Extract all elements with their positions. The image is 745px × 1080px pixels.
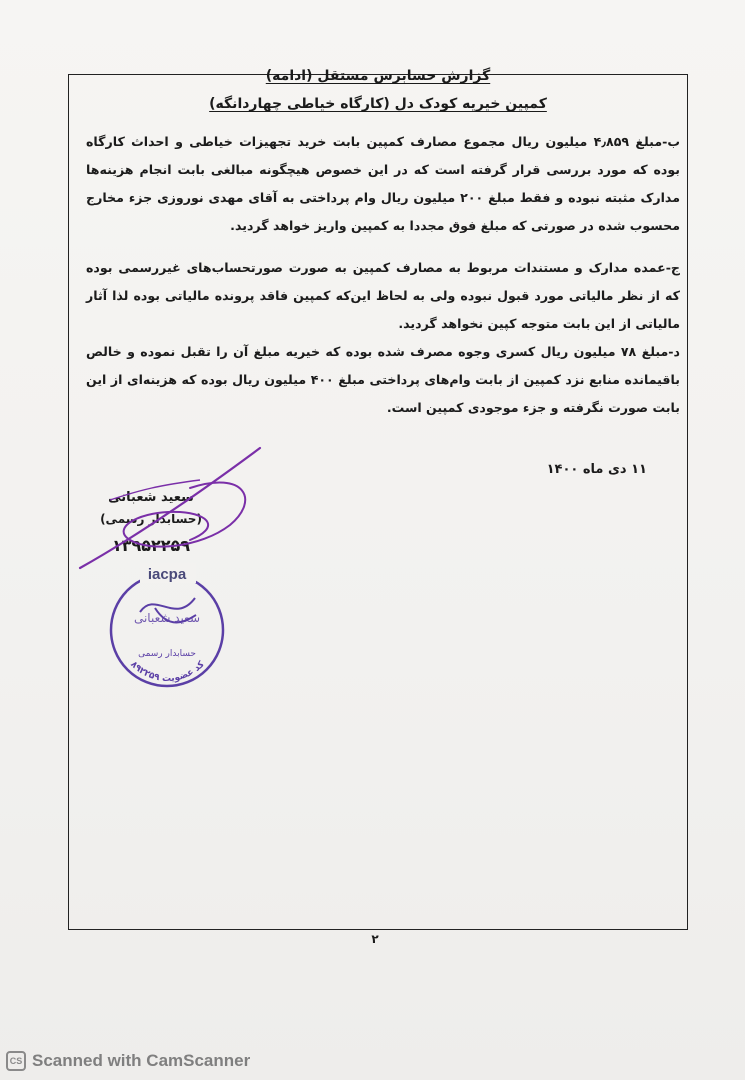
page-number: ۲ — [371, 932, 379, 946]
camscanner-watermark — [6, 1046, 250, 1076]
watermark-text: Scanned with CamScanner — [32, 1051, 251, 1070]
paragraph-c: ج-عمده مدارک و مستندات مربوط به مصارف کمپین به صورت صورتحساب‌های غیررسمی بوده که از نظر مالیاتی مورد قبول نبوده ولی به لحاظ این‌که کمپین فاقد پرونده مالیاتی بوده لذا آثار مالیاتی از این بابت متوجه کپین نخواهد گردید. — [86, 260, 680, 331]
stamp-role: حسابدار رسمی — [138, 649, 196, 659]
official-stamp — [100, 560, 235, 695]
stamp-name: سعید شعبانی — [133, 611, 201, 625]
paragraph-d: د-مبلغ ۷۸ میلیون ریال کسری وجوه مصرف شده بوده که خیریه مبلغ آن را تقبل نموده و خالص باقیمانده منابع نزد کمپین از بابت وام‌های پرداختی مبلغ ۴۰۰ میلیون ریال بوده که هزینه‌ای از این بابت صورت نگرفته و جزء موجودی کمپین است. — [86, 344, 680, 415]
paragraph-b: ب-مبلغ ۴٫۸۵۹ میلیون ریال مجموع مصارف کمپین بابت خرید تجهیزات خیاطی و احداث کارگاه بوده که مورد بررسی قرار گرفته است که در این خصوص هیچگونه مبالغی بابت انجام هزینه‌ها مدارک مثبته نبوده و فقط مبلغ ۲۰۰ میلیون ریال وام پرداختی به آقای مهدی نوروزی جزء مخارج محسوب شده در صورتی که مبلغ فوق مجددا به کمپین واریز خواهد گردید. — [86, 134, 680, 233]
report-subtitle: کمپین خیریه کودک دل (کارگاه خیاطی چهاردانگه) — [209, 96, 547, 112]
signer-role: (حسابدار رسمی) — [100, 512, 202, 526]
report-title: گزارش حسابرس مستقل (ادامه) — [265, 68, 491, 84]
stamp-org: iacpa — [147, 566, 187, 583]
camscanner-icon: CS — [6, 1051, 26, 1071]
stamp-member-code: کد عضویت ۸۹۲۲۵۹ — [128, 659, 207, 685]
report-date: ۱۱ دی ماه ۱۴۰۰ — [546, 462, 647, 477]
signer-number: ۱۳۹۵۲۲۵۹ — [111, 536, 191, 555]
handwritten-signature — [70, 440, 270, 580]
signer-name: سعید شعبانی — [108, 490, 194, 505]
